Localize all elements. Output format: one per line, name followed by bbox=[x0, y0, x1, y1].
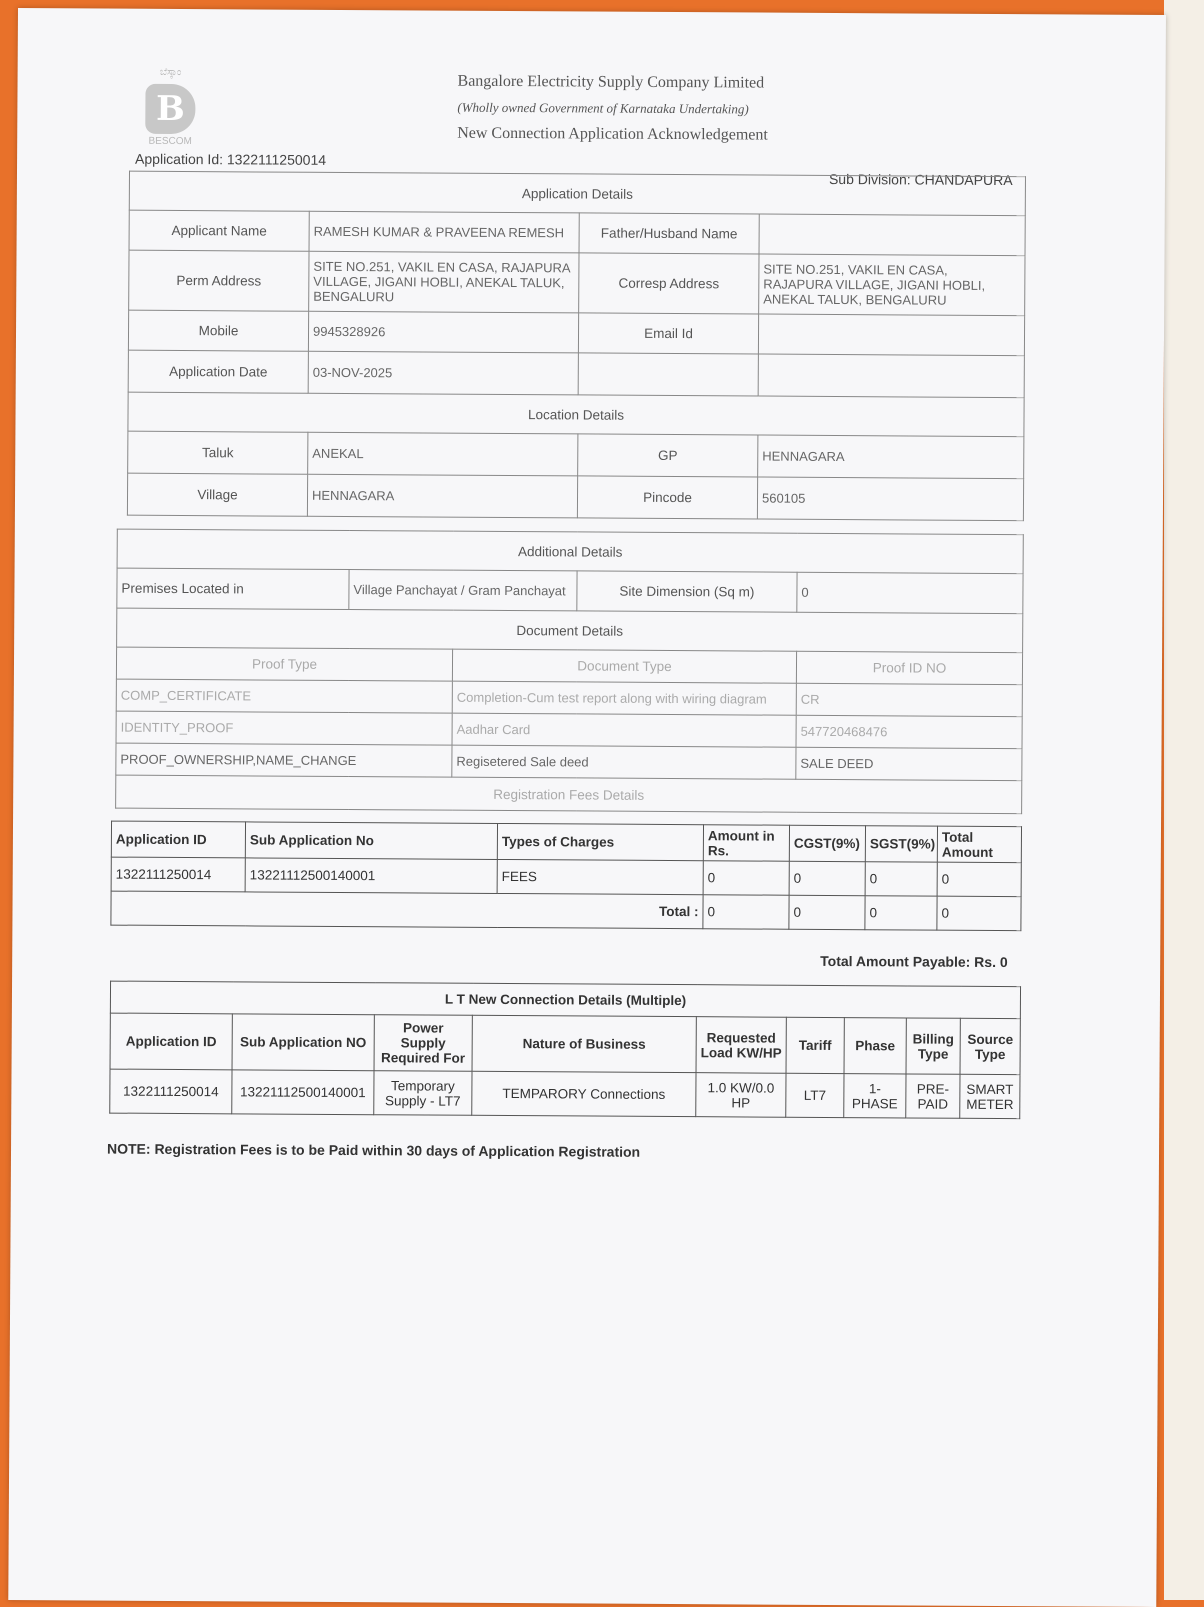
taluk-value: ANEKAL bbox=[308, 432, 578, 476]
application-id-line: Application Id: 1322111250014 bbox=[135, 150, 327, 168]
section-title: Document Details bbox=[117, 608, 1023, 653]
company-subtitle: (Wholly owned Government of Karnataka Undertaking) bbox=[457, 99, 749, 117]
fees-application-id: 1322111250014 bbox=[111, 857, 245, 892]
lt-tariff: LT7 bbox=[786, 1073, 844, 1117]
document-type-cell: Completion-Cum test report along with wiring diagram bbox=[452, 681, 796, 715]
proof-type-cell: PROOF_OWNERSHIP,NAME_CHANGE bbox=[116, 743, 452, 777]
column-header: Proof ID NO bbox=[796, 651, 1022, 684]
proof-id-cell: SALE DEED bbox=[796, 747, 1022, 780]
lt-source-type: SMART METER bbox=[960, 1074, 1020, 1118]
background-surface bbox=[1164, 0, 1204, 1600]
village-value: HENNAGARA bbox=[307, 474, 577, 518]
gp-label: GP bbox=[578, 434, 758, 477]
proof-type-cell: IDENTITY_PROOF bbox=[116, 711, 452, 745]
column-header: Sub Application No bbox=[245, 822, 497, 860]
section-title: Application Details bbox=[129, 171, 1025, 215]
column-header: Source Type bbox=[960, 1018, 1020, 1074]
additional-details-table bbox=[115, 529, 1024, 815]
perm-address-label: Perm Address bbox=[129, 250, 309, 311]
total-amount-payable: Total Amount Payable: Rs. 0 bbox=[820, 952, 1008, 971]
perm-address-value: SITE NO.251, VAKIL EN CASA, RAJAPURA VILLAGE, JIGANI HOBLI, ANEKAL TALUK, BENGALURU bbox=[309, 251, 579, 313]
lt-connection-table bbox=[109, 981, 1021, 1120]
column-header: Billing Type bbox=[906, 1018, 960, 1074]
site-dimension-value: 0 bbox=[797, 572, 1023, 613]
column-header: Requested Load KW/HP bbox=[696, 1017, 786, 1074]
village-label: Village bbox=[127, 473, 307, 516]
column-header: Document Type bbox=[452, 649, 796, 683]
applicant-name-value: RAMESH KUMAR & PRAVEENA REMESH bbox=[309, 211, 579, 253]
bescom-logo bbox=[137, 66, 203, 148]
corresp-address-value: SITE NO.251, VAKIL EN CASA, RAJAPURA VILLAGE, JIGANI HOBLI, ANEKAL TALUK, BENGALURU bbox=[759, 254, 1025, 316]
corresp-address-label: Corresp Address bbox=[579, 253, 759, 314]
column-header: Proof Type bbox=[116, 647, 452, 681]
document-type-cell: Aadhar Card bbox=[452, 713, 796, 747]
document-title: New Connection Application Acknowledgement bbox=[457, 124, 768, 144]
email-value bbox=[758, 314, 1024, 356]
column-header: Total Amount bbox=[937, 826, 1021, 863]
logo-text-bottom: BESCOM bbox=[148, 135, 192, 148]
registration-fees-table bbox=[110, 821, 1022, 932]
lt-sub-application-no: 13221112500140001 bbox=[232, 1070, 374, 1115]
fees-total-total: 0 bbox=[937, 896, 1021, 931]
column-header: Application ID bbox=[110, 1013, 232, 1070]
proof-id-cell: CR bbox=[796, 683, 1022, 716]
site-dimension-label: Site Dimension (Sq m) bbox=[577, 571, 797, 612]
proof-id-cell: 547720468476 bbox=[796, 715, 1022, 748]
premises-label: Premises Located in bbox=[117, 568, 349, 609]
application-date-label: Application Date bbox=[128, 350, 308, 393]
column-header: Phase bbox=[844, 1018, 906, 1074]
fees-sgst: 0 bbox=[865, 862, 937, 896]
lt-billing-type: PRE-PAID bbox=[906, 1074, 960, 1118]
fees-total: 0 bbox=[937, 862, 1021, 897]
logo-mark-icon: B bbox=[145, 84, 195, 134]
taluk-label: Taluk bbox=[128, 431, 308, 474]
lt-application-id: 1322111250014 bbox=[110, 1069, 232, 1114]
fees-charge-type: FEES bbox=[497, 859, 703, 894]
fees-sub-application-no: 13221112500140001 bbox=[245, 858, 497, 894]
application-date-value: 03-NOV-2025 bbox=[308, 351, 578, 395]
pincode-value: 560105 bbox=[757, 477, 1023, 521]
column-header: Types of Charges bbox=[497, 823, 703, 860]
column-header: CGST(9%) bbox=[789, 825, 865, 861]
fees-total-label: Total : bbox=[111, 891, 703, 929]
column-header: Application ID bbox=[111, 821, 245, 858]
registration-fee-note: NOTE: Registration Fees is to be Paid within 30 days of Application Registration bbox=[106, 1140, 641, 1160]
logo-text-top: ಬೆಸ್ಕಾಂ bbox=[159, 66, 182, 78]
father-husband-label: Father/Husband Name bbox=[579, 213, 759, 254]
fees-total-cgst: 0 bbox=[789, 895, 865, 929]
fees-total-amount: 0 bbox=[703, 895, 789, 930]
fees-amount: 0 bbox=[703, 861, 789, 896]
sub-division-line: Sub Division: CHANDAPURA bbox=[828, 170, 1013, 189]
lt-power-supply: Temporary Supply - LT7 bbox=[374, 1071, 472, 1116]
lt-requested-load: 1.0 KW/0.0 HP bbox=[696, 1073, 786, 1118]
email-label: Email Id bbox=[578, 313, 758, 354]
column-header: Nature of Business bbox=[472, 1015, 696, 1072]
gp-value: HENNAGARA bbox=[758, 435, 1024, 479]
column-header: Sub Application NO bbox=[232, 1014, 374, 1071]
acknowledgement-document bbox=[8, 8, 1166, 1607]
fees-cgst: 0 bbox=[789, 861, 865, 895]
section-title: Location Details bbox=[128, 392, 1024, 436]
column-header: Tariff bbox=[786, 1017, 844, 1073]
section-title: L T New Connection Details (Multiple) bbox=[110, 981, 1020, 1019]
proof-type-cell: COMP_CERTIFICATE bbox=[116, 679, 452, 713]
mobile-label: Mobile bbox=[128, 310, 308, 351]
lt-phase: 1-PHASE bbox=[844, 1074, 906, 1118]
fees-total-sgst: 0 bbox=[865, 896, 937, 930]
empty-cell bbox=[758, 354, 1024, 398]
section-title: Additional Details bbox=[117, 529, 1023, 574]
document-header bbox=[457, 73, 817, 154]
column-header: Power Supply Required For bbox=[374, 1015, 472, 1072]
pincode-label: Pincode bbox=[577, 476, 757, 519]
applicant-name-label: Applicant Name bbox=[129, 210, 309, 251]
lt-nature-of-business: TEMPARORY Connections bbox=[472, 1071, 696, 1116]
column-header: SGST(9%) bbox=[865, 826, 937, 862]
father-husband-value bbox=[759, 214, 1025, 256]
application-details-table bbox=[127, 171, 1026, 521]
empty-cell bbox=[578, 353, 758, 396]
premises-value: Village Panchayat / Gram Panchayat bbox=[349, 570, 577, 611]
column-header: Amount in Rs. bbox=[703, 825, 789, 862]
company-name: Bangalore Electricity Supply Company Limited bbox=[457, 72, 765, 92]
mobile-value: 9945328926 bbox=[308, 311, 578, 353]
document-type-cell: Regisetered Sale deed bbox=[452, 745, 796, 779]
section-title: Registration Fees Details bbox=[116, 775, 1022, 814]
